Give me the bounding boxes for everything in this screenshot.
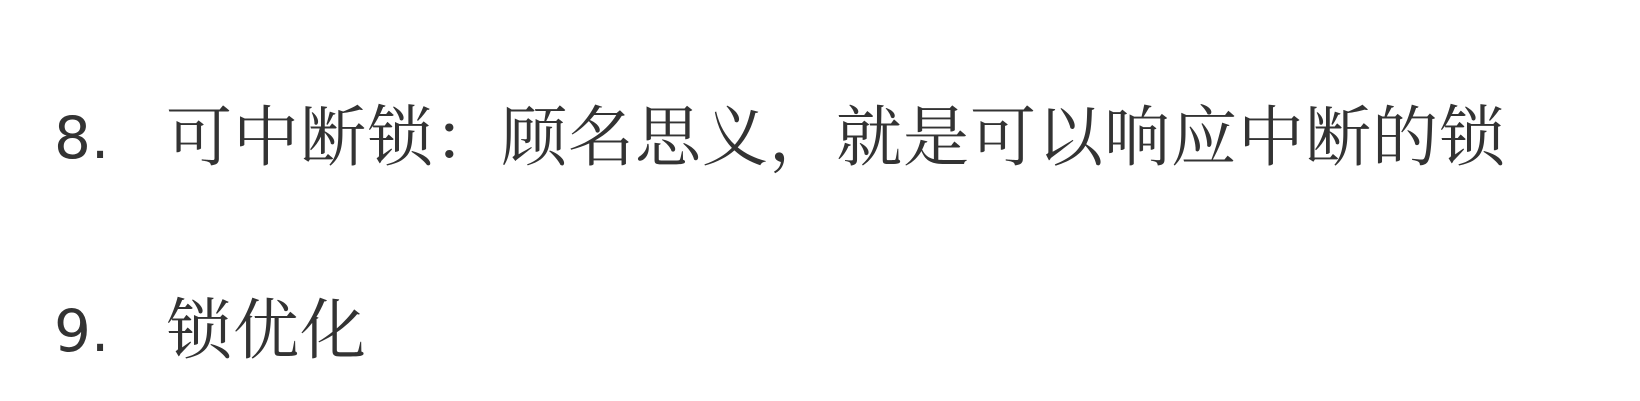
list-item-text: 锁优化: [166, 292, 367, 369]
list-item-text: 可中断锁：顾名思义，就是可以响应中断的锁: [166, 99, 1506, 176]
list-item-number: 8.: [54, 104, 110, 172]
list-item: [54, 281, 367, 381]
list-item: [54, 88, 1506, 188]
list-item-number: 9.: [54, 297, 110, 365]
